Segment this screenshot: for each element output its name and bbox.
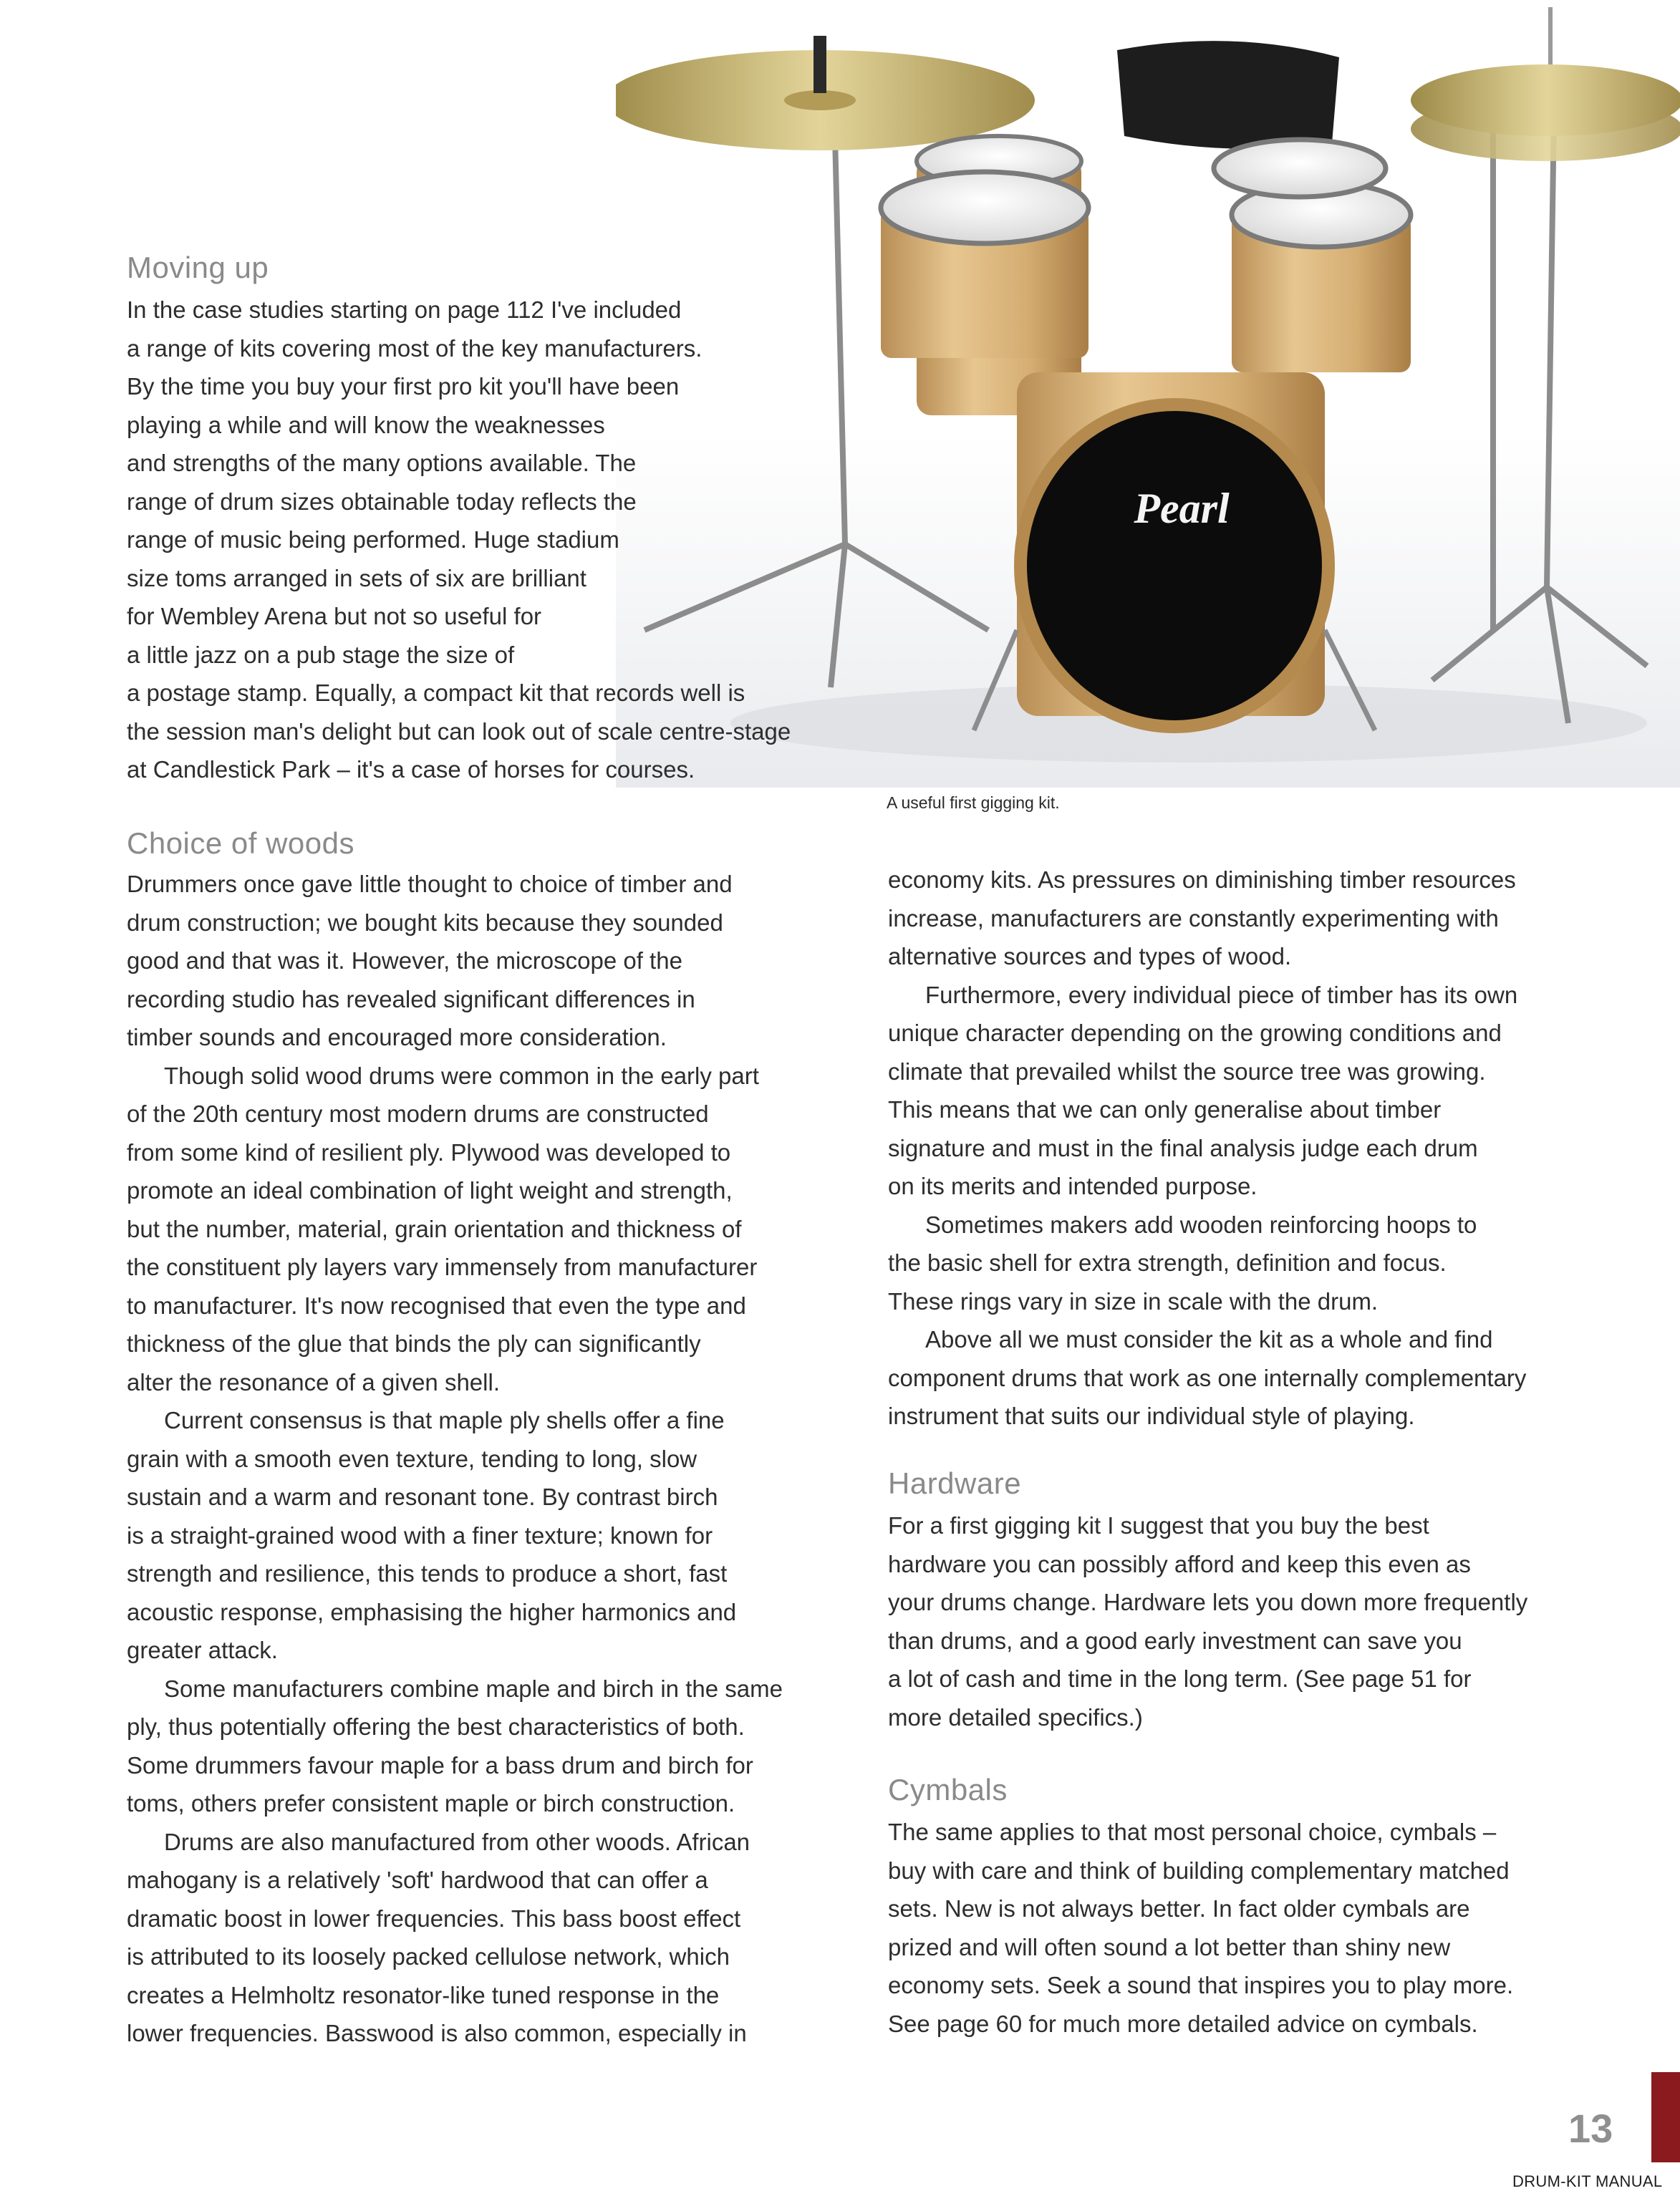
text-line: size toms arranged in sets of six are brilliant: [127, 564, 586, 591]
text-line: This means that we can only generalise about timber: [888, 1096, 1442, 1123]
text-line: alternative sources and types of wood.: [888, 943, 1292, 969]
text-line: but the number, material, grain orientation and thickness of: [127, 1215, 742, 1242]
text-line: unique character depending on the growing conditions and: [888, 1020, 1502, 1046]
text-line: component drums that work as one internally complementary: [888, 1364, 1527, 1391]
text-line: toms, others prefer consistent maple or birch construction.: [127, 1790, 735, 1817]
right-stand: [1432, 115, 1647, 723]
text-line: Furthermore, every individual piece of timber has its own: [925, 981, 1518, 1008]
text-line: dramatic boost in lower frequencies. This bass boost effect: [127, 1905, 741, 1932]
pearl-logo: Pearl: [1134, 485, 1230, 532]
text-line: the constituent ply layers vary immensely from manufacturer: [127, 1254, 758, 1280]
text-line: creates a Helmholtz resonator-like tuned response in the: [127, 1981, 720, 2008]
hi-hat-bottom: [1411, 97, 1680, 161]
paragraph-hardware: [888, 1506, 1527, 1736]
heading-choice-of-woods: Choice of woods: [127, 826, 355, 860]
text-line: greater attack.: [127, 1637, 278, 1663]
text-line: See page 60 for much more detailed advice on cymbals.: [888, 2010, 1478, 2037]
text-line: of the 20th century most modern drums are constructed: [127, 1101, 709, 1127]
drum-throne: [1117, 41, 1339, 149]
text-line: drum construction; we bought kits because they sounded: [127, 909, 723, 936]
text-line: Some manufacturers combine maple and birch in the same: [164, 1675, 783, 1702]
text-line: Some drummers favour maple for a bass drum and birch for: [127, 1751, 753, 1779]
text-line: from some kind of resilient ply. Plywood was developed to: [127, 1138, 731, 1166]
text-line: range of drum sizes obtainable today reflects the: [127, 488, 637, 515]
paragraph-choice-of-woods-right: [888, 861, 1526, 1436]
text-line: Drums are also manufactured from other woods. African: [164, 1828, 750, 1855]
text-line: lower frequencies. Basswood is also common, especially in: [127, 2020, 747, 2046]
paragraph-cymbals: [888, 1813, 1513, 2043]
heading-moving-up: Moving up: [127, 251, 269, 284]
text-line: Though solid wood drums were common in the early part: [164, 1062, 759, 1089]
text-line: at Candlestick Park – it's a case of horses for courses.: [127, 756, 695, 783]
text-line: hardware you can possibly afford and keep this even as: [888, 1550, 1471, 1577]
text-line: prized and will often sound a lot better than shiny new: [888, 1933, 1451, 1960]
text-line: acoustic response, emphasising the higher harmonics and: [127, 1598, 737, 1625]
text-line: ply, thus potentially offering the best characteristics of both.: [127, 1713, 745, 1740]
text-line: a little jazz on a pub stage the size of: [127, 641, 515, 668]
text-line: range of music being performed. Huge stadium: [127, 526, 619, 553]
paragraph-moving-up: [127, 291, 791, 789]
photo-caption: A useful first gigging kit.: [887, 793, 1060, 812]
text-line: thickness of the glue that binds the ply can significantly: [127, 1330, 701, 1357]
text-line: than drums, and a good early investment can save you: [888, 1627, 1462, 1654]
text-line: on its merits and intended purpose.: [888, 1173, 1257, 1199]
text-line: buy with care and think of building complementary matched: [888, 1857, 1510, 1884]
heading-cymbals: Cymbals: [888, 1773, 1008, 1806]
text-line: sets. New is not always better. In fact older cymbals are: [888, 1895, 1470, 1922]
text-line: recording studio has revealed significant differences in: [127, 985, 695, 1012]
text-line: grain with a smooth even texture, tending to long, slow: [127, 1445, 697, 1472]
text-line: Above all we must consider the kit as a whole and find: [925, 1326, 1493, 1353]
text-line: The same applies to that most personal choice, cymbals –: [888, 1819, 1497, 1845]
text-line: a postage stamp. Equally, a compact kit that records well is: [127, 679, 745, 706]
text-line: playing a while and will know the weaknesses: [127, 411, 605, 438]
text-line: is attributed to its loosely packed cellulose network, which: [127, 1943, 730, 1970]
bass-drum-head: [1020, 405, 1328, 727]
running-footer-title: DRUM-KIT MANUAL: [1512, 2172, 1663, 2190]
heading-hardware: Hardware: [888, 1466, 1022, 1500]
text-line: Current consensus is that maple ply shells offer a fine: [164, 1407, 725, 1433]
text-line: mahogany is a relatively 'soft' hardwood that can offer a: [127, 1867, 708, 1893]
text-line: By the time you buy your first pro kit you'll have been: [127, 373, 680, 400]
text-line: In the case studies starting on page 112 I've included: [127, 296, 682, 323]
text-line: Drummers once gave little thought to choice of timber and: [127, 871, 733, 897]
text-line: For a first gigging kit I suggest that you buy the best: [888, 1512, 1429, 1539]
text-line: the session man's delight but can look out of scale centre-stage: [127, 717, 791, 745]
text-line: the basic shell for extra strength, definition and focus.: [888, 1249, 1447, 1276]
text-line: climate that prevailed whilst the source tree was growing.: [888, 1058, 1486, 1085]
page-edge-tab: [1651, 2072, 1680, 2162]
text-line: increase, manufacturers are constantly experimenting with: [888, 904, 1499, 932]
text-line: your drums change. Hardware lets you down more frequently: [888, 1589, 1528, 1615]
text-line: economy sets. Seek a sound that inspires you to play more.: [888, 1972, 1514, 1998]
text-line: These rings vary in size in scale with the drum.: [888, 1287, 1379, 1315]
text-line: promote an ideal combination of light weight and strength,: [127, 1177, 733, 1204]
text-line: instrument that suits our individual style of playing.: [888, 1403, 1415, 1429]
text-line: is a straight-grained wood with a finer texture; known for: [127, 1522, 713, 1549]
text-line: strength and resilience, this tends to produce a short, fast: [127, 1560, 728, 1587]
text-line: good and that was it. However, the microscope of the: [127, 947, 682, 974]
text-line: Sometimes makers add wooden reinforcing hoops to: [925, 1211, 1477, 1238]
text-line: alter the resonance of a given shell.: [127, 1368, 500, 1396]
page-number: 13: [1568, 2106, 1613, 2151]
text-line: more detailed specifics.): [888, 1703, 1143, 1731]
text-line: sustain and a warm and resonant tone. By contrast birch: [127, 1484, 718, 1510]
text-line: economy kits. As pressures on diminishing timber resources: [888, 866, 1516, 893]
text-line: and strengths of the many options available. The: [127, 450, 637, 476]
text-line: signature and must in the final analysis judge each drum: [888, 1134, 1478, 1161]
text-line: a lot of cash and time in the long term. (See page 51 for: [888, 1665, 1472, 1692]
text-line: a range of kits covering most of the key manufacturers.: [127, 334, 703, 362]
text-line: to manufacturer. It's now recognised that even the type and: [127, 1292, 746, 1319]
text-line: for Wembley Arena but not so useful for: [127, 603, 542, 629]
paragraph-choice-of-woods-left: [127, 865, 783, 2053]
text-line: timber sounds and encouraged more consideration.: [127, 1024, 667, 1050]
